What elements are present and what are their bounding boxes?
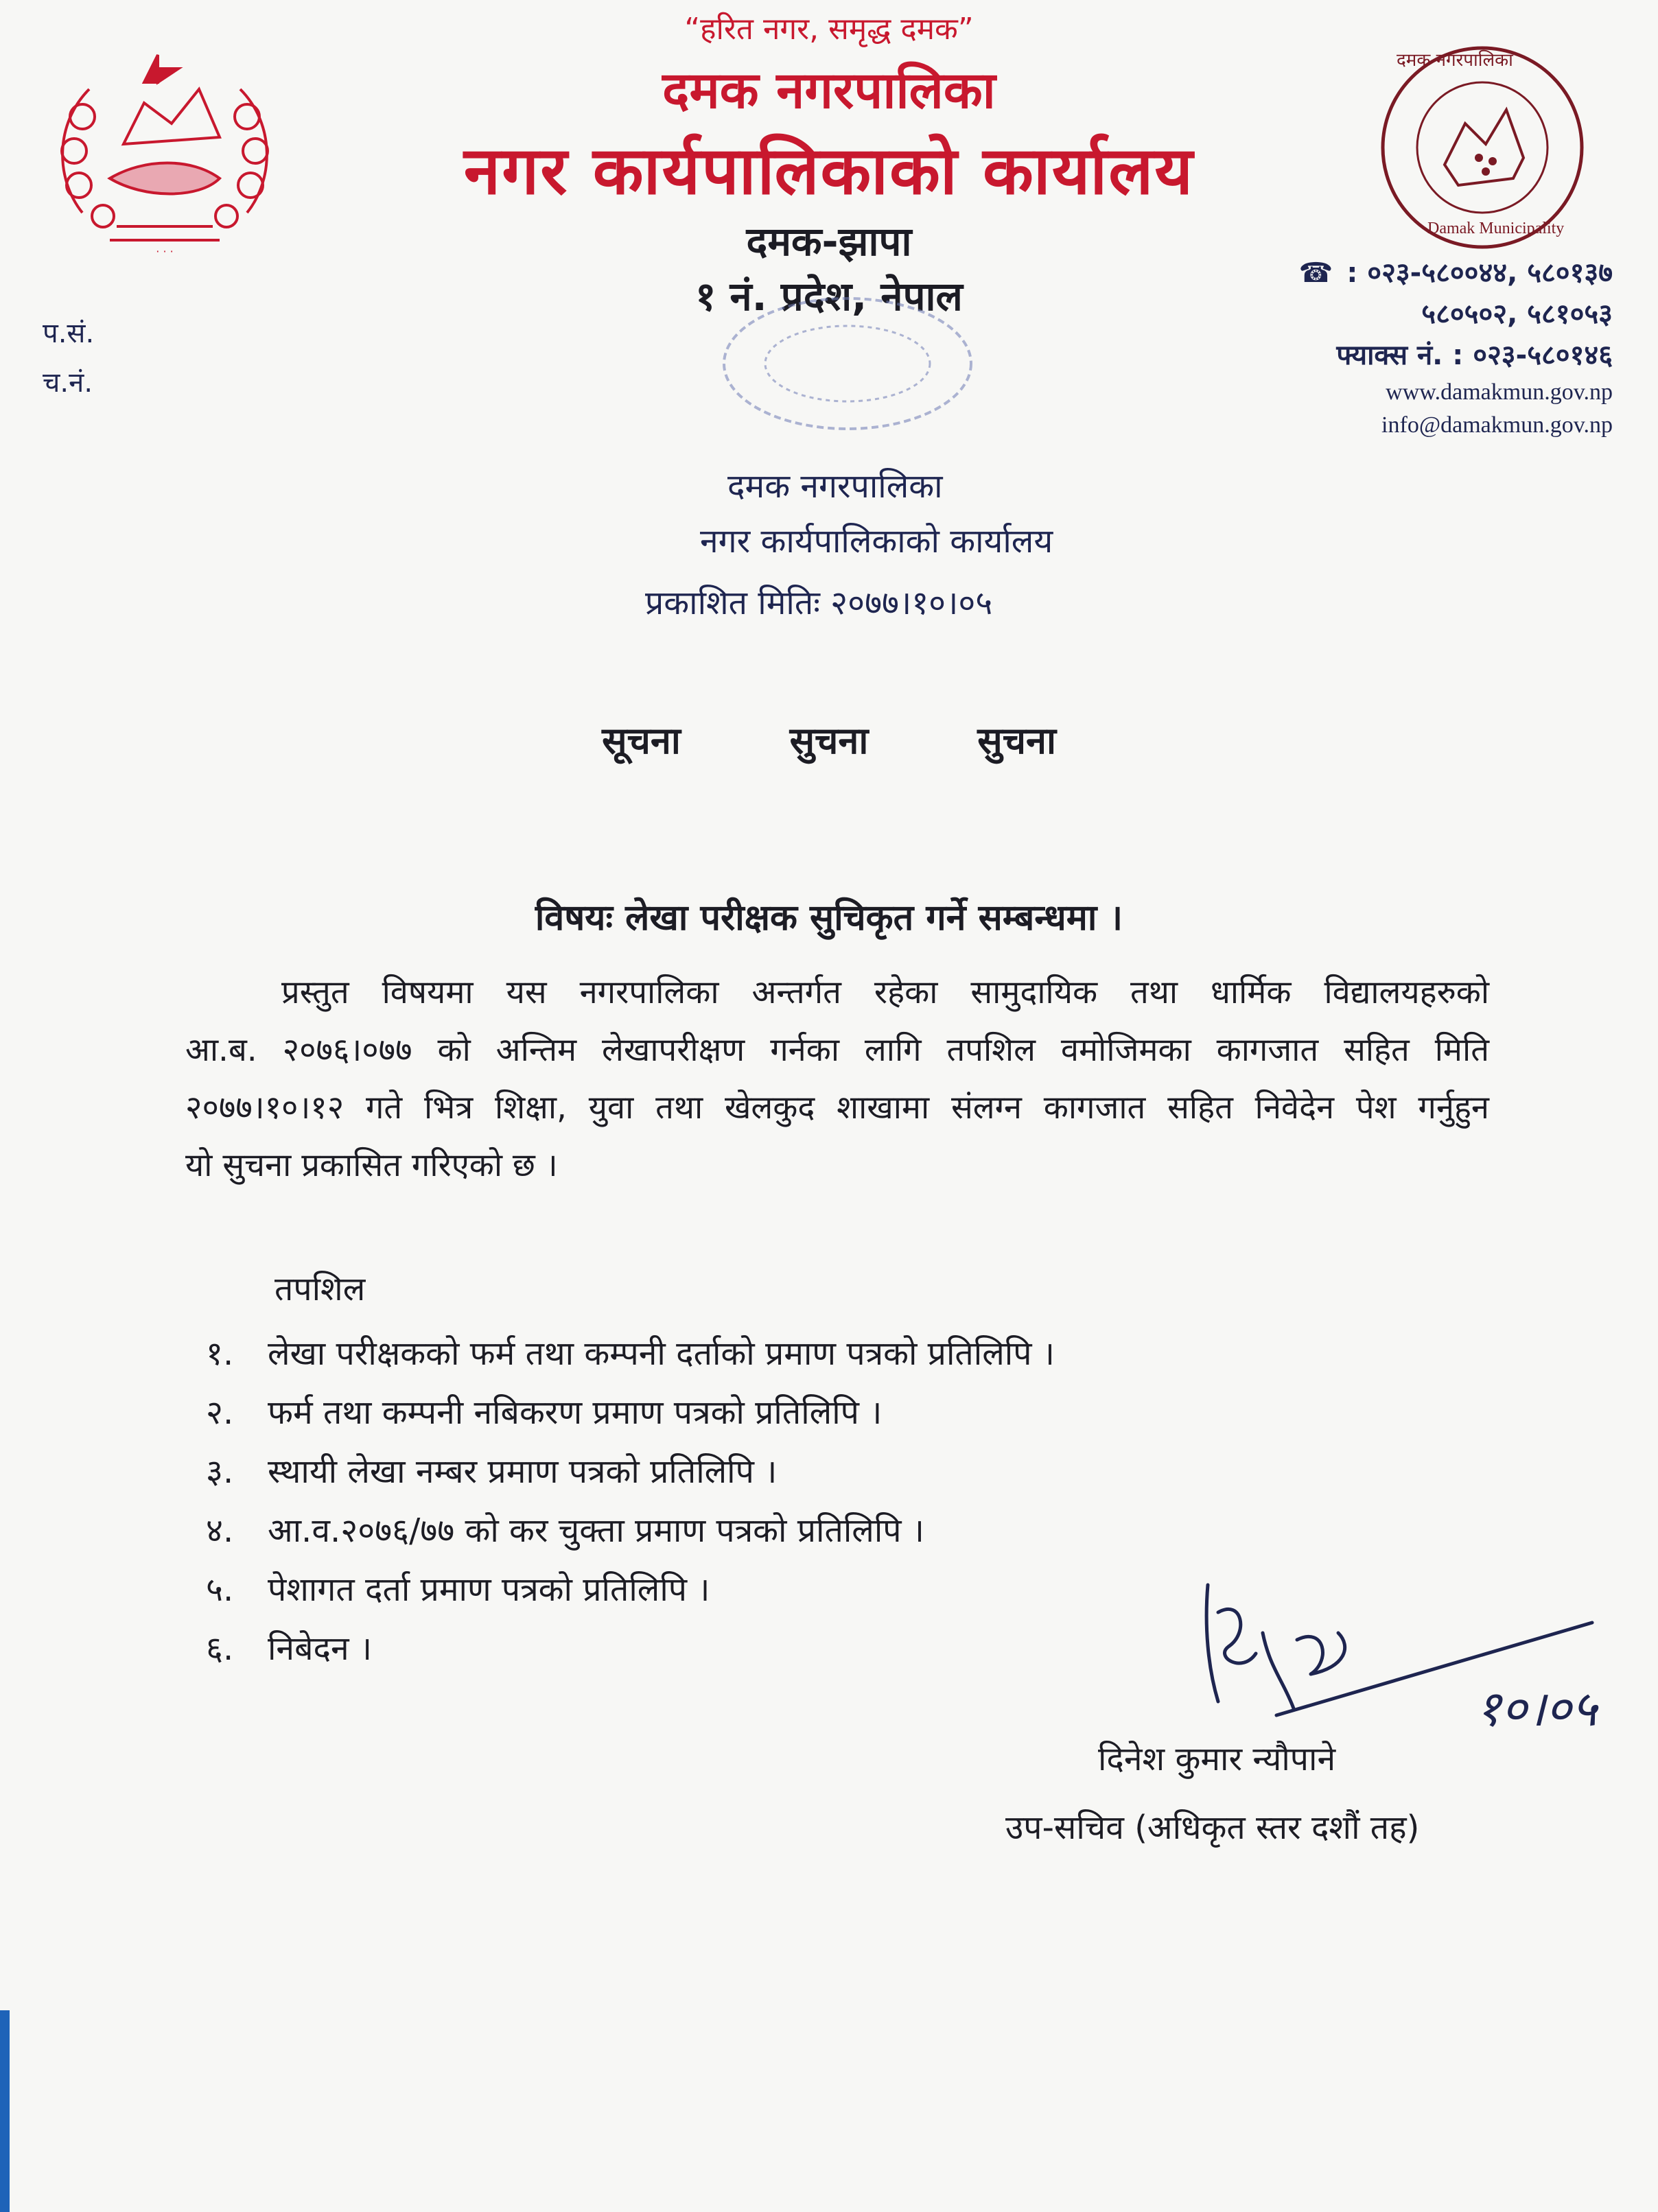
signatory-title: उप-सचिव (अधिकृत स्तर दशौं तह) (1005, 1809, 1420, 1847)
addressee-line2: नगर कार्यपालिकाको कार्यालय (700, 522, 1053, 561)
notice-heading-3: सुचना (977, 719, 1056, 762)
ref-ps-label: प.सं. (43, 318, 95, 349)
province-name: १ नं. प्रदेश, नेपाल (695, 273, 963, 320)
phone-icon: ☎ (1298, 257, 1333, 289)
list-item: १. लेखा परीक्षकको फर्म तथा कम्पनी दर्ताको प्रमाण पत्रको प्रतिलिपि । (206, 1334, 1055, 1373)
body-line-2: आ.ब. २०७६।०७७ को अन्तिम लेखापरीक्षण गर्नका लागि तपशिल वमोजिमका कागजात सहित मिति (185, 1031, 1489, 1069)
office-name: नगर कार्यपालिकाको कार्यालय (463, 132, 1195, 209)
notice-headings (0, 714, 1658, 764)
phone-numbers-2: ५८०५०२, ५८१०५३ (1421, 298, 1613, 330)
notice-heading-2: सुचना (789, 719, 869, 762)
office-stamp-icon (710, 288, 985, 439)
body-line-1: प्रस्तुत विषयमा यस नगरपालिका अन्तर्गत रहेका सामुदायिक तथा धार्मिक विद्यालयहरुको (281, 974, 1489, 1011)
list-item: ५. पेशागत दर्ता प्रमाण पत्रको प्रतिलिपि । (206, 1570, 710, 1609)
list-item: ६. निबेदन । (206, 1629, 373, 1668)
seal-top-text: दमक नगरपालिका (1397, 50, 1513, 71)
city-name: दमक-झापा (746, 218, 912, 265)
document-list (206, 1324, 1055, 1678)
seal-bottom-text: Damak Municipality (1427, 220, 1565, 237)
municipality-name: दमक नगरपालिका (662, 61, 996, 120)
addressee-line1: दमक नगरपालिका (727, 467, 943, 506)
signatory-name: दिनेश कुमार न्यौपाने (1098, 1740, 1336, 1778)
body-line-4: यो सुचना प्रकासित गरिएको छ । (185, 1146, 558, 1184)
list-item: ३. स्थायी लेखा नम्बर प्रमाण पत्रको प्रतिलिपि । (206, 1452, 778, 1491)
handwritten-date: १०।०५ (1475, 1680, 1598, 1737)
website-link[interactable]: www.damakmun.gov.np (1386, 379, 1613, 405)
list-title: तपशिल (275, 1270, 366, 1308)
published-date: प्रकाशित मितिः २०७७।१०।०५ (645, 584, 993, 622)
contact-block (1228, 252, 1613, 442)
ref-chn-label: च.नं. (43, 367, 93, 399)
email-link[interactable]: info@damakmun.gov.np (1381, 412, 1613, 438)
page-edge-shadow (0, 2010, 10, 2212)
fax-number: फ्याक्स नं. : ०२३-५८०१४६ (1336, 340, 1613, 371)
phone-numbers-1: : ०२३-५८००४४, ५८०१३७ (1346, 257, 1613, 289)
list-item: ४. आ.व.२०७६/७७ को कर चुक्ता प्रमाण पत्रको प्रतिलिपि । (206, 1511, 924, 1550)
reference-numbers (43, 309, 94, 408)
notice-heading-1: सूचना (602, 719, 681, 762)
subject-line: विषयः लेखा परीक्षक सुचिकृत गर्ने सम्बन्धमा । (535, 897, 1123, 939)
list-item: २. फर्म तथा कम्पनी नबिकरण प्रमाण पत्रको प्रतिलिपि । (206, 1393, 883, 1432)
slogan: “हरित नगर, समृद्ध दमक” (684, 12, 974, 47)
body-line-3: २०७७।१०।१२ गते भित्र शिक्षा, युवा तथा खेलकुद शाखामा संलग्न कागजात सहित निवेदेन पेश गर्नुहुन (185, 1089, 1489, 1127)
svg-text:· · ·: · · · (156, 245, 174, 258)
body-paragraph (185, 964, 1489, 1195)
